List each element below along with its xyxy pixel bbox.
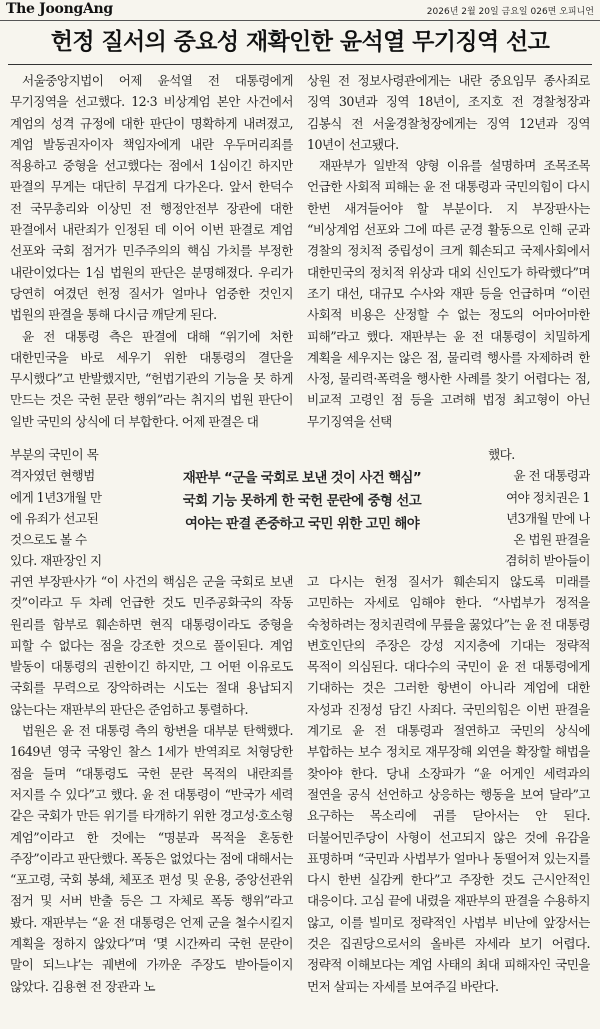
narrow-line: 년3개월 만에 나 xyxy=(505,510,590,526)
narrow-line: 겸허히 받아들이 xyxy=(505,553,590,569)
pull-quote-line: 국회 기능 못하게 한 국헌 문란에 중형 선고 xyxy=(182,494,422,509)
right-column-top xyxy=(307,70,590,445)
narrow-line: 부분의 국민이 목 xyxy=(10,447,99,462)
narrow-line: 격자였던 현행범 xyxy=(10,468,95,484)
narrow-line: 에게 1년3개월 만 xyxy=(10,489,102,505)
pull-quote-line: 여야는 판결 존중하고 국민 위한 고민 해야 xyxy=(184,517,420,532)
paragraph-6: 재판부가 일반적 양형 이유를 설명하며 조목조목 언급한 사회적 피해는 윤 전 대통령과 국민의힘이 다시 한번 새겨들어야 할 부분이다. 지 부장판사는 “비상계엄 선포와 그에 따른 군경 활동으로 인해 군과 경찰의 정치적 중립성이 크게 훼손되고 국제사회에서 대한민국의 정치적 위상과 대외 신인도가 하락했다”며 조기 대선, 대규모 수사와 재판 등을 언급하며 “이런 사회적 비용은 산정할 수 없는 정도의 어마어마한 피해”라고 했다. 재판부는 윤 전 대통령이 치밀하게 계획을 세우지는 않은 점, 물리력 행사를 자제하려 한 사정, 물리력·폭력을 행사한 사례를 찾기 어렵다는 점, 비교적 고령인 점 등을 고려해 법정 최고형이 아닌 무기징역을 선택 xyxy=(307,158,590,429)
paragraph-1: 서울중앙지법이 어제 윤석열 전 대통령에게 무기징역을 선고했다. 12·3 비상계엄 본안 사건에서 계엄의 성격 규정에 대한 판단이 명확하게 내려졌고, 계엄 발동권자이자 책임자에게 내란 우두머리죄를 적용하고 중형을 선고했다는 점에서 1심이긴 하지만 판결의 무게는 대단히 무겁게 다가온다. 앞서 한덕수 전 국무총리와 이상민 전 행정안전부 장관에 대한 판결에서 내란죄가 인정된 데 이어 이번 판결로 계엄 선포와 국회 점거가 민주주의의 핵심 가치를 부정한 내란이었다는 1심 법원의 판단은 분명해졌다. 우리가 당연히 여겼던 헌정 질서가 얼마나 엄중한 것인지 법원의 판결을 통해 다시금 깨닫게 된다. xyxy=(10,73,293,323)
pull-quote xyxy=(162,458,442,562)
left-column-bottom xyxy=(10,571,293,1023)
paragraph-2: 윤 전 대통령 측은 판결에 대해 “위기에 처한 대한민국을 바로 세우기 위한 대통령의 결단을 무시했다”고 반발했지만, “헌법기관의 기능을 못 하게 만드는 것은 국헌 문란 행위”라는 취지의 법원 판단이 일반 국민의 상식에 더 부합한다. 어제 판결은 대 xyxy=(10,328,293,429)
masthead xyxy=(0,0,600,21)
right-column-bottom xyxy=(307,571,590,1023)
paragraph-5: 상원 전 정보사령관에게는 내란 중요임무 종사죄로 징역 30년과 징역 18년이, 조지호 전 경찰청장과 김봉식 전 서울경찰청장에게는 징역 12년과 징역 10년이 선고됐다. xyxy=(307,73,590,152)
dateline: 2026년 2월 20일 금요일 026면 오피니언 xyxy=(426,7,594,17)
editorial-headline: 헌정 질서의 중요성 재확인한 윤석열 무기징역 선고 xyxy=(50,29,550,55)
narrow-line: 것으로도 볼 수 xyxy=(10,532,87,548)
narrow-line: 여야 정치권은 1 xyxy=(505,489,590,505)
paragraph-7: 고 다시는 헌정 질서가 훼손되지 않도록 미래를 고민하는 자세로 임해야 한다. “사법부가 정적을 숙청하려는 정치권력에 무릎을 꿇었다”는 윤 전 대통령 변호인단의 주장은 강성 지지층에 기대는 정략적 목적이 의심된다. 대다수의 국민이 윤 전 대통령에게 기대하는 것은 그러한 항변이 아니라 계엄에 대한 자성과 진정성 담긴 사죄다. 국민의힘은 이번 판결을 계기로 윤 전 대통령과 절연하고 국민의 상식에 부합하는 보수 정치로 재무장해 외연을 확장할 해법을 찾아야 한다. 당내 소장파가 “윤 어게인 세력과의 절연을 공식 선언하고 상응하는 행동을 보여 달라”고 요구하는 목소리에 귀를 닫아서는 안 된다. 더불어민주당이 사형이 선고되지 않은 것에 유감을 표명하며 “국민과 사법부가 얼마나 동떨어져 있는지를 다시 한번 실감케 한다”고 주장한 것도 근시안적인 대응이다. 고심 끝에 내렸을 재판부의 판결을 수용하지 않고, 이를 빌미로 정략적인 사법부 비난에 앞장서는 것은 집권당으로서의 올바른 자세라 보기 어렵다. 정략적 이해보다는 계엄 사태의 최대 피해자인 국민을 먼저 살피는 자세를 보여주길 바란다. xyxy=(307,574,590,994)
narrow-line: 온 법원 판결을 xyxy=(513,532,590,548)
newspaper-logo: The JoongAng xyxy=(6,1,113,17)
headline-rule xyxy=(8,64,592,65)
left-column-top xyxy=(10,70,293,445)
right-column-narrow xyxy=(452,444,590,572)
narrow-line: 있다. 재판장인 지 xyxy=(10,553,102,569)
left-column-narrow xyxy=(10,444,152,572)
paragraph-3: 귀연 부장판사가 “이 사건의 핵심은 군을 국회로 보낸 것”이라고 두 차례 언급한 것도 민주공화국의 작동 원리를 함부로 훼손하면 현직 대통령이라도 중형을 피할 수 없다는 점을 강조한 것으로 풀이된다. 계엄 발동이 대통령의 권한이긴 하지만, 그 어떤 이유로도 국회를 무력으로 장악하려는 시도는 절대 용납되지 않는다는 재판부의 판단은 준엄하고 통렬하다. xyxy=(10,574,293,717)
narrow-line: 했다. xyxy=(488,447,515,462)
narrow-line: 에 유죄가 선고된 xyxy=(10,510,99,526)
paragraph-4: 법원은 윤 전 대통령 측의 항변을 대부분 탄핵했다. 1649년 영국 국왕인 찰스 1세가 반역죄로 처형당한 점을 들며 “대통령도 국헌 문란 목적의 내란죄를 저지를 수 있다”고 했다. 윤 전 대통령이 “반국가 세력 같은 국회가 만든 위기를 타개하기 위한 경고성·호소형 계엄”이라고 한 것에는 “명분과 목적을 혼동한 주장”이라고 판단했다. 폭동은 없었다는 점에 대해서는 “포고령, 국회 봉쇄, 체포조 편성 및 운용, 중앙선관위 점거 및 서버 반출 등은 그 자체로 폭동 행위”라고 봤다. 재판부는 “윤 전 대통령은 언제 군을 철수시킬지 계획을 정하지 않았다”며 ‘몇 시간짜리 국헌 문란이 말이 되느냐’는 궤변에 가까운 주장도 받아들이지 않았다. 김용현 전 장관과 노 xyxy=(10,723,293,994)
pull-quote-line: 재판부 “군을 국회로 보낸 것이 사건 핵심” xyxy=(182,471,422,486)
narrow-line: 윤 전 대통령과 xyxy=(513,468,590,484)
